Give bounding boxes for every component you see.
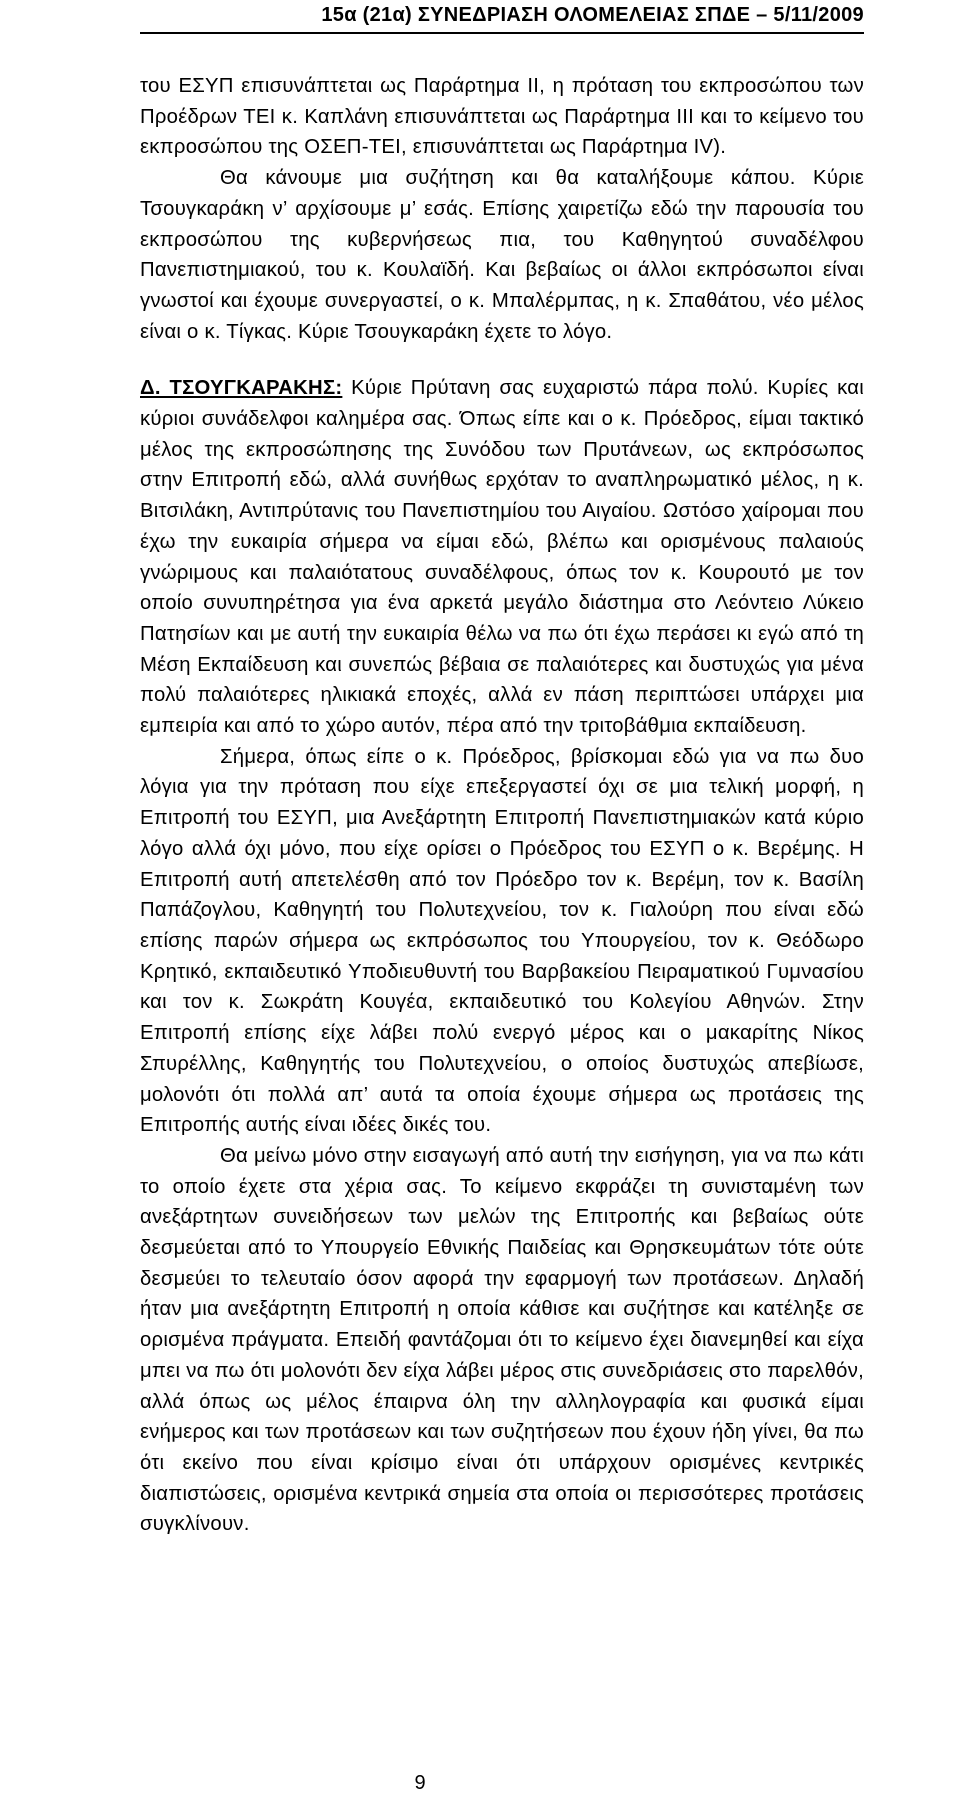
chair-paragraph: Θα κάνουμε μια συζήτηση και θα καταλήξουμε κάπου. Κύριε Τσουγκαράκη ν’ αρχίσουμε μ’ εσάς. Επίσης χαιρετίζω εδώ την παρουσία του εκπροσώπου της κυβερνήσεως πια, του Καθηγητού συναδέλφου Πανεπιστημιακού, του κ. Κουλαϊδή. Και βεβαίως οι άλλοι εκπρόσωποι είναι γνωστοί και έχουμε συνεργαστεί, ο κ. Μπαλέρμπας, η κ. Σπαθάτου, νέο μέλος είναι ο κ. Τίγκας. Κύριε Τσουγκαράκη έχετε το λόγο.	[140, 167, 864, 343]
speaker-paragraph-1	[140, 373, 864, 741]
speaker-text-1: Κύριε Πρύτανη σας ευχαριστώ πάρα πολύ. Κυρίες και κύριοι συνάδελφοι καλημέρα σας. Όπως είπε και ο κ. Πρόεδρος, είμαι τακτικό μέλος της εκπροσώπησης της Συνόδου των Πρυτάνεων, ως εκπρόσωπος στην Επιτροπή εδώ, αλλά συνήθως ερχόταν το αναπληρωματικό μέλος, η κ. Βιτσιλάκη, Αντιπρύτανις του Πανεπιστημίου του Αιγαίου. Ωστόσο χαίρομαι που έχω την ευκαιρία σήμερα να είμαι εδώ, βλέπω και ορισμένους παλαιούς γνώριμους και παλαιότατους συναδέλφους, όπως τον κ. Κουρουτό με τον οποίο συνυπηρέτησα για ένα αρκετά μεγάλο διάστημα στο Λεόντειο Λύκειο Πατησίων και με αυτή την ευκαιρία θέλω να πω ότι έχω περάσει κι εγώ από τη Μέση Εκπαίδευση και συνεπώς βέβαια σε παλαιότερες και δυστυχώς για μένα πολύ παλαιότερες ηλικιακά εποχές, αλλά εν πάση περιπτώσει υπάρχει μια εμπειρία και από το χώρο αυτόν, πέρα από την τριτοβάθμια εκπαίδευση.	[140, 377, 865, 738]
speaker-paragraph-3: Θα μείνω μόνο στην εισαγωγή από αυτή την εισήγηση, για να πω κάτι το οποίο έχετε στα χέρια σας. Το κείμενο εκφράζει τη συνισταμένη των ανεξάρτητων συνειδήσεων των μελών της Επιτροπής και βεβαίως ούτε δεσμεύεται από το Υπουργείο Εθνικής Παιδείας και Θρησκευμάτων τότε ούτε δεσμεύει το τελευταίο όσον αφορά την εφαρμογή των προτάσεων. Δηλαδή ήταν μια ανεξάρτητη Επιτροπή η οποία κάθισε και συζήτησε και κατέληξε σε ορισμένα πράγματα. Επειδή φαντάζομαι ότι το κείμενο έχει διανεμηθεί και είχα μπει να πω ότι μολονότι δεν είχα λάβει μέρος στις συνεδριάσεις στο παρελθόν, αλλά όπως ως μέλος έπαιρνα όλη την αλληλογραφία και φυσικά είμαι ενήμερος και των προτάσεων και των συζητήσεων που έχουν ήδη γίνει, θα πω ότι εκείνο που είναι κρίσιμο είναι ότι υπάρχουν ορισμένες κεντρικές διαπιστώσεις, ορισμένα κεντρικά σημεία στα οποία οι περισσότερες προτάσεις συγκλίνουν.	[140, 1144, 864, 1536]
header-rule	[140, 32, 864, 34]
speaker-name: Δ. ΤΣΟΥΓΚΑΡΑΚΗΣ:	[140, 377, 343, 400]
document-body	[140, 71, 864, 1540]
intro-paragraph: του ΕΣΥΠ επισυνάπτεται ως Παράρτημα ΙΙ, η πρόταση του εκπροσώπου των Προέδρων ΤΕΙ κ. Καπλάνη επισυνάπτεται ως Παράρτημα ΙΙΙ και το κείμενο του εκπροσώπου της ΟΣΕΠ-ΤΕΙ, επισυνάπτεται ως Παράρτημα IV).	[140, 75, 864, 159]
page-header: 15α (21α) ΣΥΝΕΔΡΙΑΣΗ ΟΛΟΜΕΛΕΙΑΣ ΣΠΔΕ – 5/11/2009	[321, 4, 864, 26]
page-number: 9	[414, 1772, 426, 1794]
speaker-paragraph-2: Σήμερα, όπως είπε ο κ. Πρόεδρος, βρίσκομαι εδώ για να πω δυο λόγια για την πρόταση που είχε επεξεργαστεί όχι σε μια τελική μορφή, η Επιτροπή του ΕΣΥΠ, μια Ανεξάρτητη Επιτροπή Πανεπιστημιακών κατά κύριο λόγο αλλά όχι μόνο, που είχε ορίσει ο Πρόεδρος του ΕΣΥΠ ο κ. Βερέμης. Η Επιτροπή αυτή απετελέσθη από τον Πρόεδρο τον κ. Βερέμη, τον κ. Βασίλη Παπάζογλου, Καθηγητή του Πολυτεχνείου, τον κ. Γιαλούρη που είναι εδώ επίσης παρών σήμερα ως εκπρόσωπος του Υπουργείου, τον κ. Θεόδωρο Κρητικό, εκπαιδευτικό Υποδιευθυντή του Βαρβακείου Πειραματικού Γυμνασίου και τον κ. Σωκράτη Κουγέα, εκπαιδευτικό του Κολεγίου Αθηνών. Στην Επιτροπή επίσης είχε λάβει πολύ ενεργό μέρος και ο μακαρίτης Νίκος Σπυρέλλης, Καθηγητής του Πολυτεχνείου, ο οποίος δυστυχώς απεβίωσε, μολονότι ότι πολλά απ’ αυτά τα οποία έχουμε σήμερα ως προτάσεις της Επιτροπής αυτής είναι ιδέες δικές του.	[140, 745, 864, 1137]
